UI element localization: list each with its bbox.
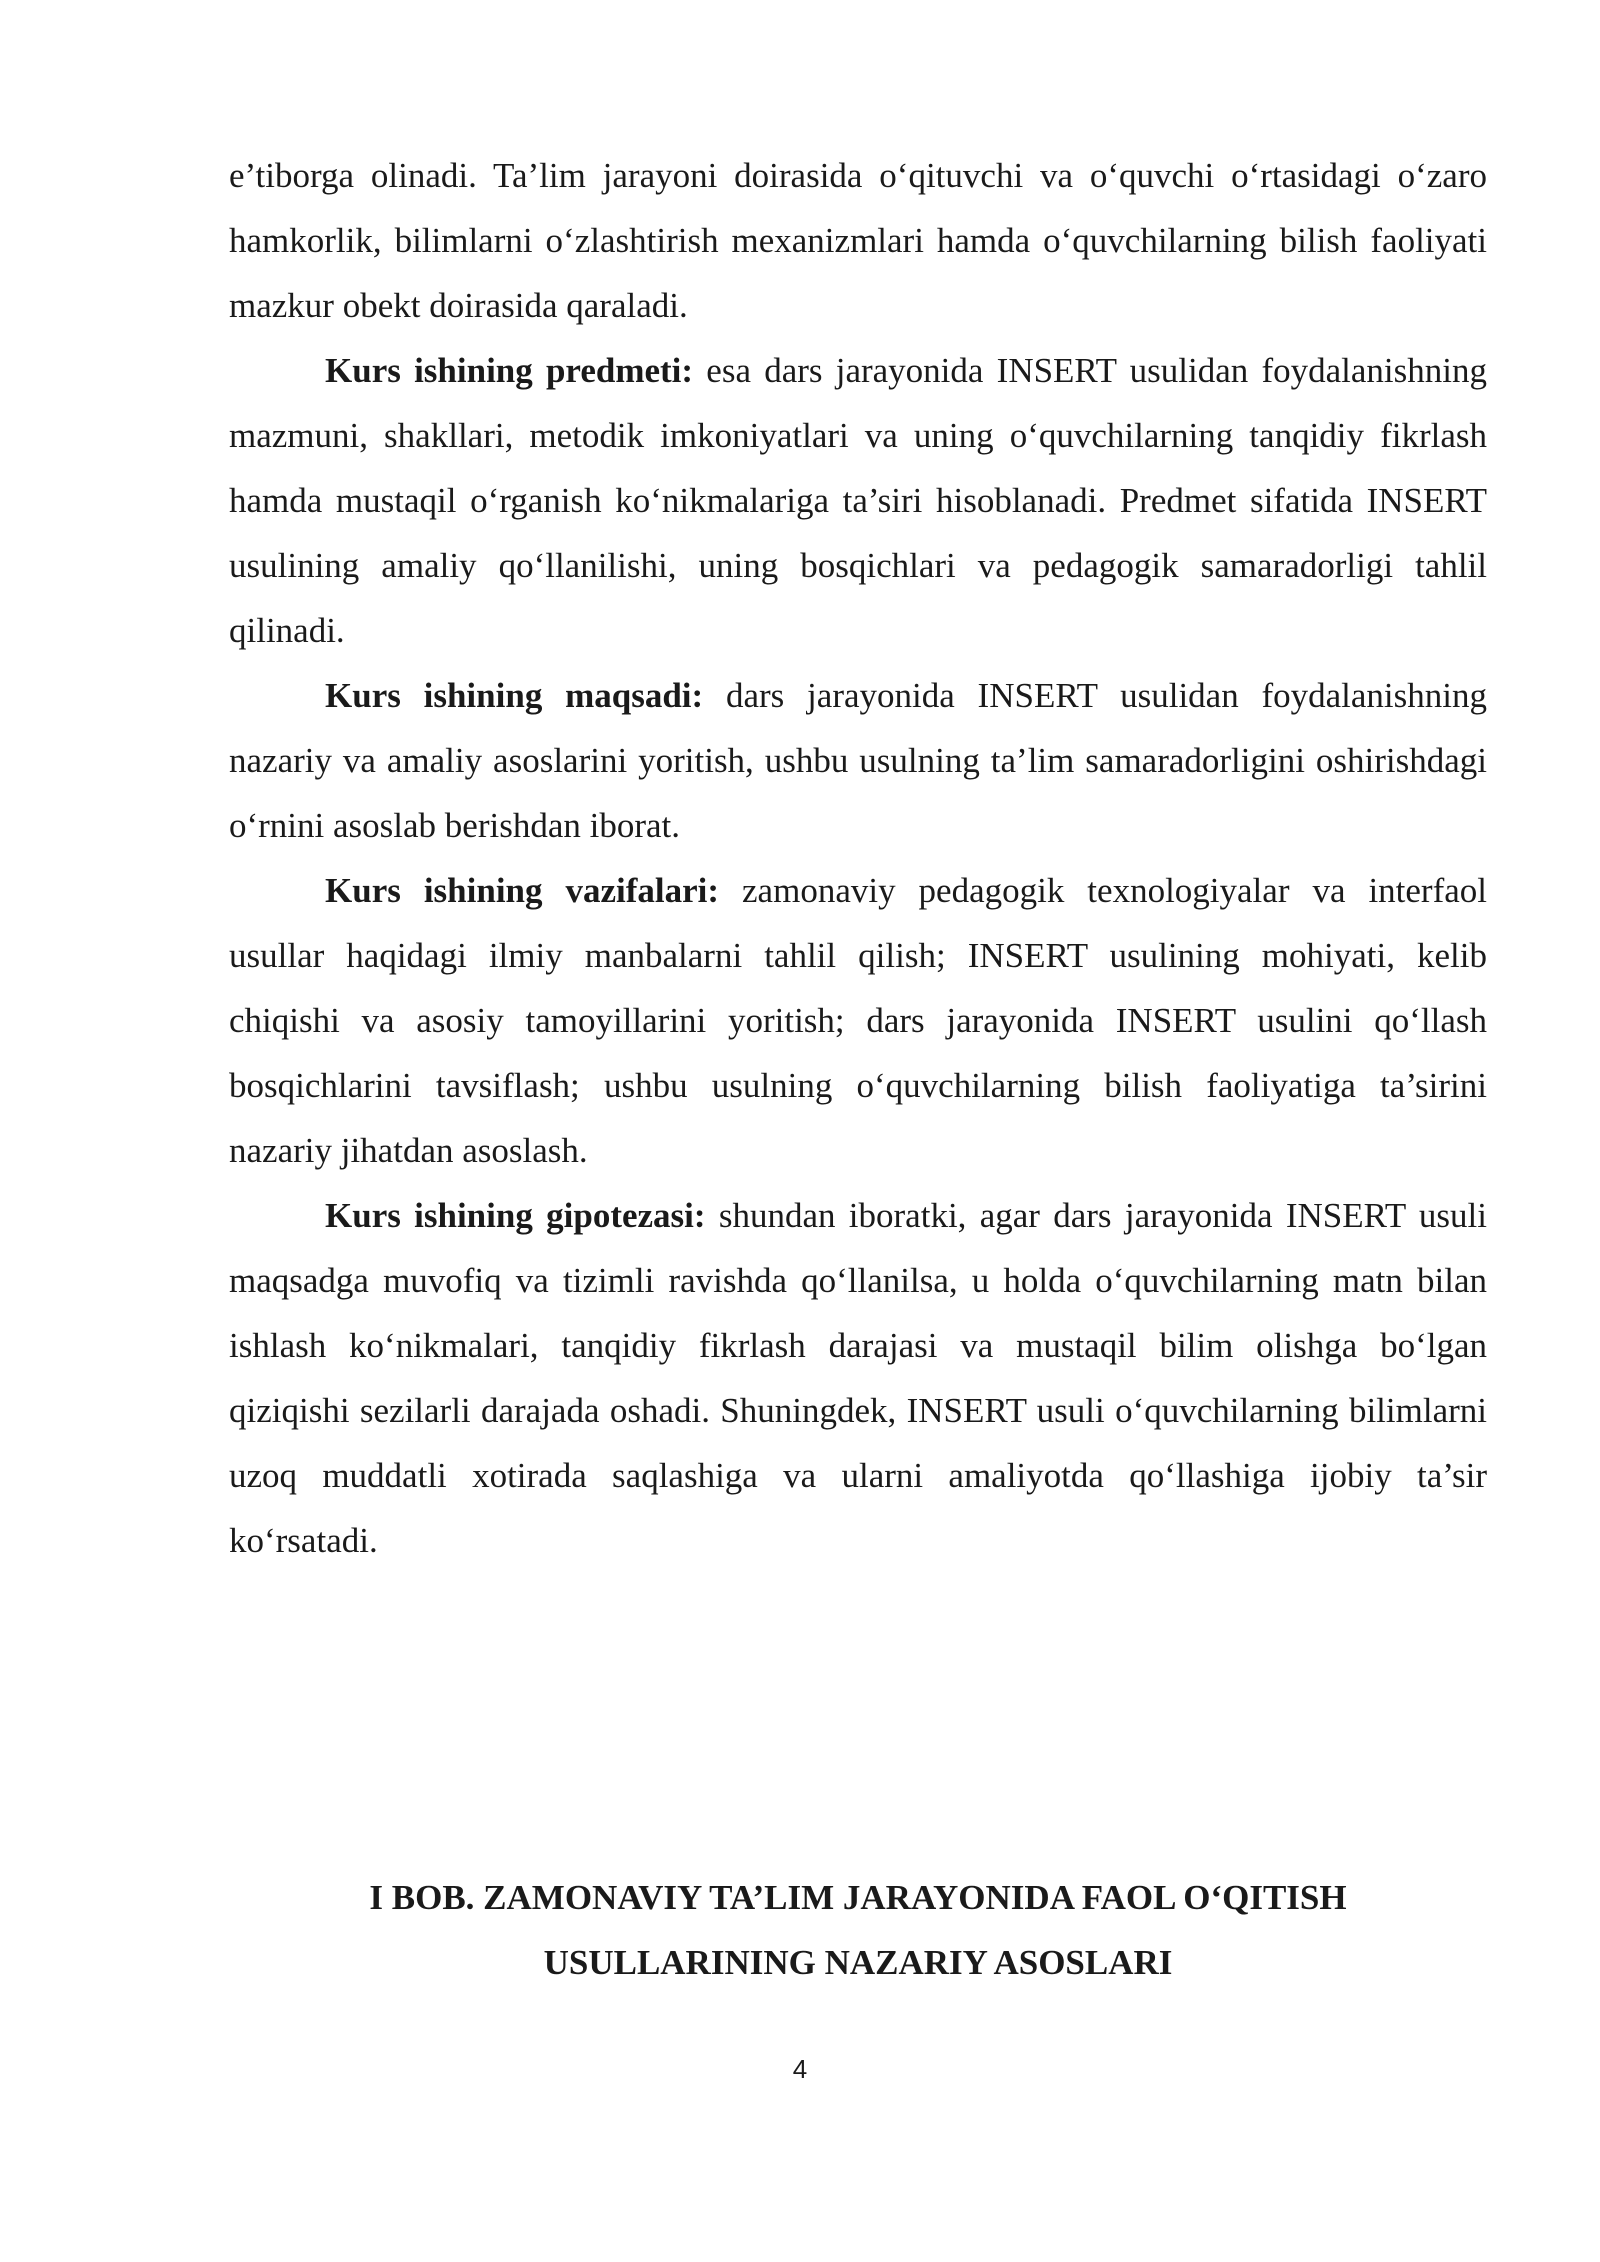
paragraph-label: Kurs ishining vazifalari: — [325, 871, 720, 910]
paragraph-subject — [229, 338, 1487, 663]
paragraph-text: e’tiborga olinadi. Ta’lim jarayoni doirasida o‘qituvchi va o‘quvchi o‘rtasidagi o‘zaro hamkorlik, bilimlarni o‘zlashtirish mexanizmlari hamda o‘quvchilarning bilish faoliyati mazkur obekt doirasida qaraladi. — [229, 156, 1487, 325]
paragraph-text: zamonaviy pedagogik texnologiyalar va interfaol usullar haqidagi ilmiy manbalarni tahlil qilish; INSERT usulining mohiyati, kelib chiqishi va asosiy tamoyillarini yoritish; dars jarayonida INSERT usulini qo‘llash bosqichlarini tavsiflash; ushbu usulning o‘quvchilarning bilish faoliyatiga ta’sirini nazariy jihatdan asoslash. — [229, 871, 1488, 1170]
chapter-heading — [229, 1865, 1487, 1995]
paragraph-goal — [229, 663, 1487, 858]
paragraph-label: Kurs ishining predmeti: — [325, 351, 694, 390]
page-number: 4 — [792, 2054, 808, 2084]
paragraph-object-continuation — [229, 143, 1487, 338]
paragraph-label: Kurs ishining maqsadi: — [325, 676, 704, 715]
paragraph-tasks — [229, 858, 1487, 1183]
paragraph-hypothesis — [229, 1183, 1487, 1573]
paragraph-text: esa dars jarayonida INSERT usulidan foydalanishning mazmuni, shakllari, metodik imkoniyatlari va uning o‘quvchilarning tanqidiy fikrlash hamda mustaqil o‘rganish ko‘nikmalariga ta’siri hisoblanadi. Predmet sifatida INSERT usulining amaliy qo‘llanilishi, uning bosqichlari va pedagogik samaradorligi tahlil qilinadi. — [229, 351, 1487, 650]
paragraph-label: Kurs ishining gipotezasi: — [325, 1196, 706, 1235]
chapter-heading-line-2: USULLARINING NAZARIY ASOSLARI — [543, 1943, 1173, 1982]
paragraph-text: shundan iboratki, agar dars jarayonida INSERT usuli maqsadga muvofiq va tizimli ravishda qo‘llanilsa, u holda o‘quvchilarning matn bilan ishlash ko‘nikmalari, tanqidiy fikrlash darajasi va mustaqil bilim olishga bo‘lgan qiziqishi sezilarli darajada oshadi. Shuningdek, INSERT usuli o‘quvchilarning bilimlarni uzoq muddatli xotirada saqlashiga va ularni amaliyotda qo‘llashiga ijobiy ta’sir ko‘rsatadi. — [229, 1196, 1487, 1560]
body-text — [229, 143, 1487, 1573]
paragraph-text: dars jarayonida INSERT usulidan foydalanishning nazariy va amaliy asoslarini yoritish, ushbu usulning ta’lim samaradorligini oshirishdagi o‘rnini asoslab berishdan iborat. — [229, 676, 1487, 845]
chapter-heading-line-1: I BOB. ZAMONAVIY TA’LIM JARAYONIDA FAOL O‘QITISH — [369, 1878, 1347, 1917]
